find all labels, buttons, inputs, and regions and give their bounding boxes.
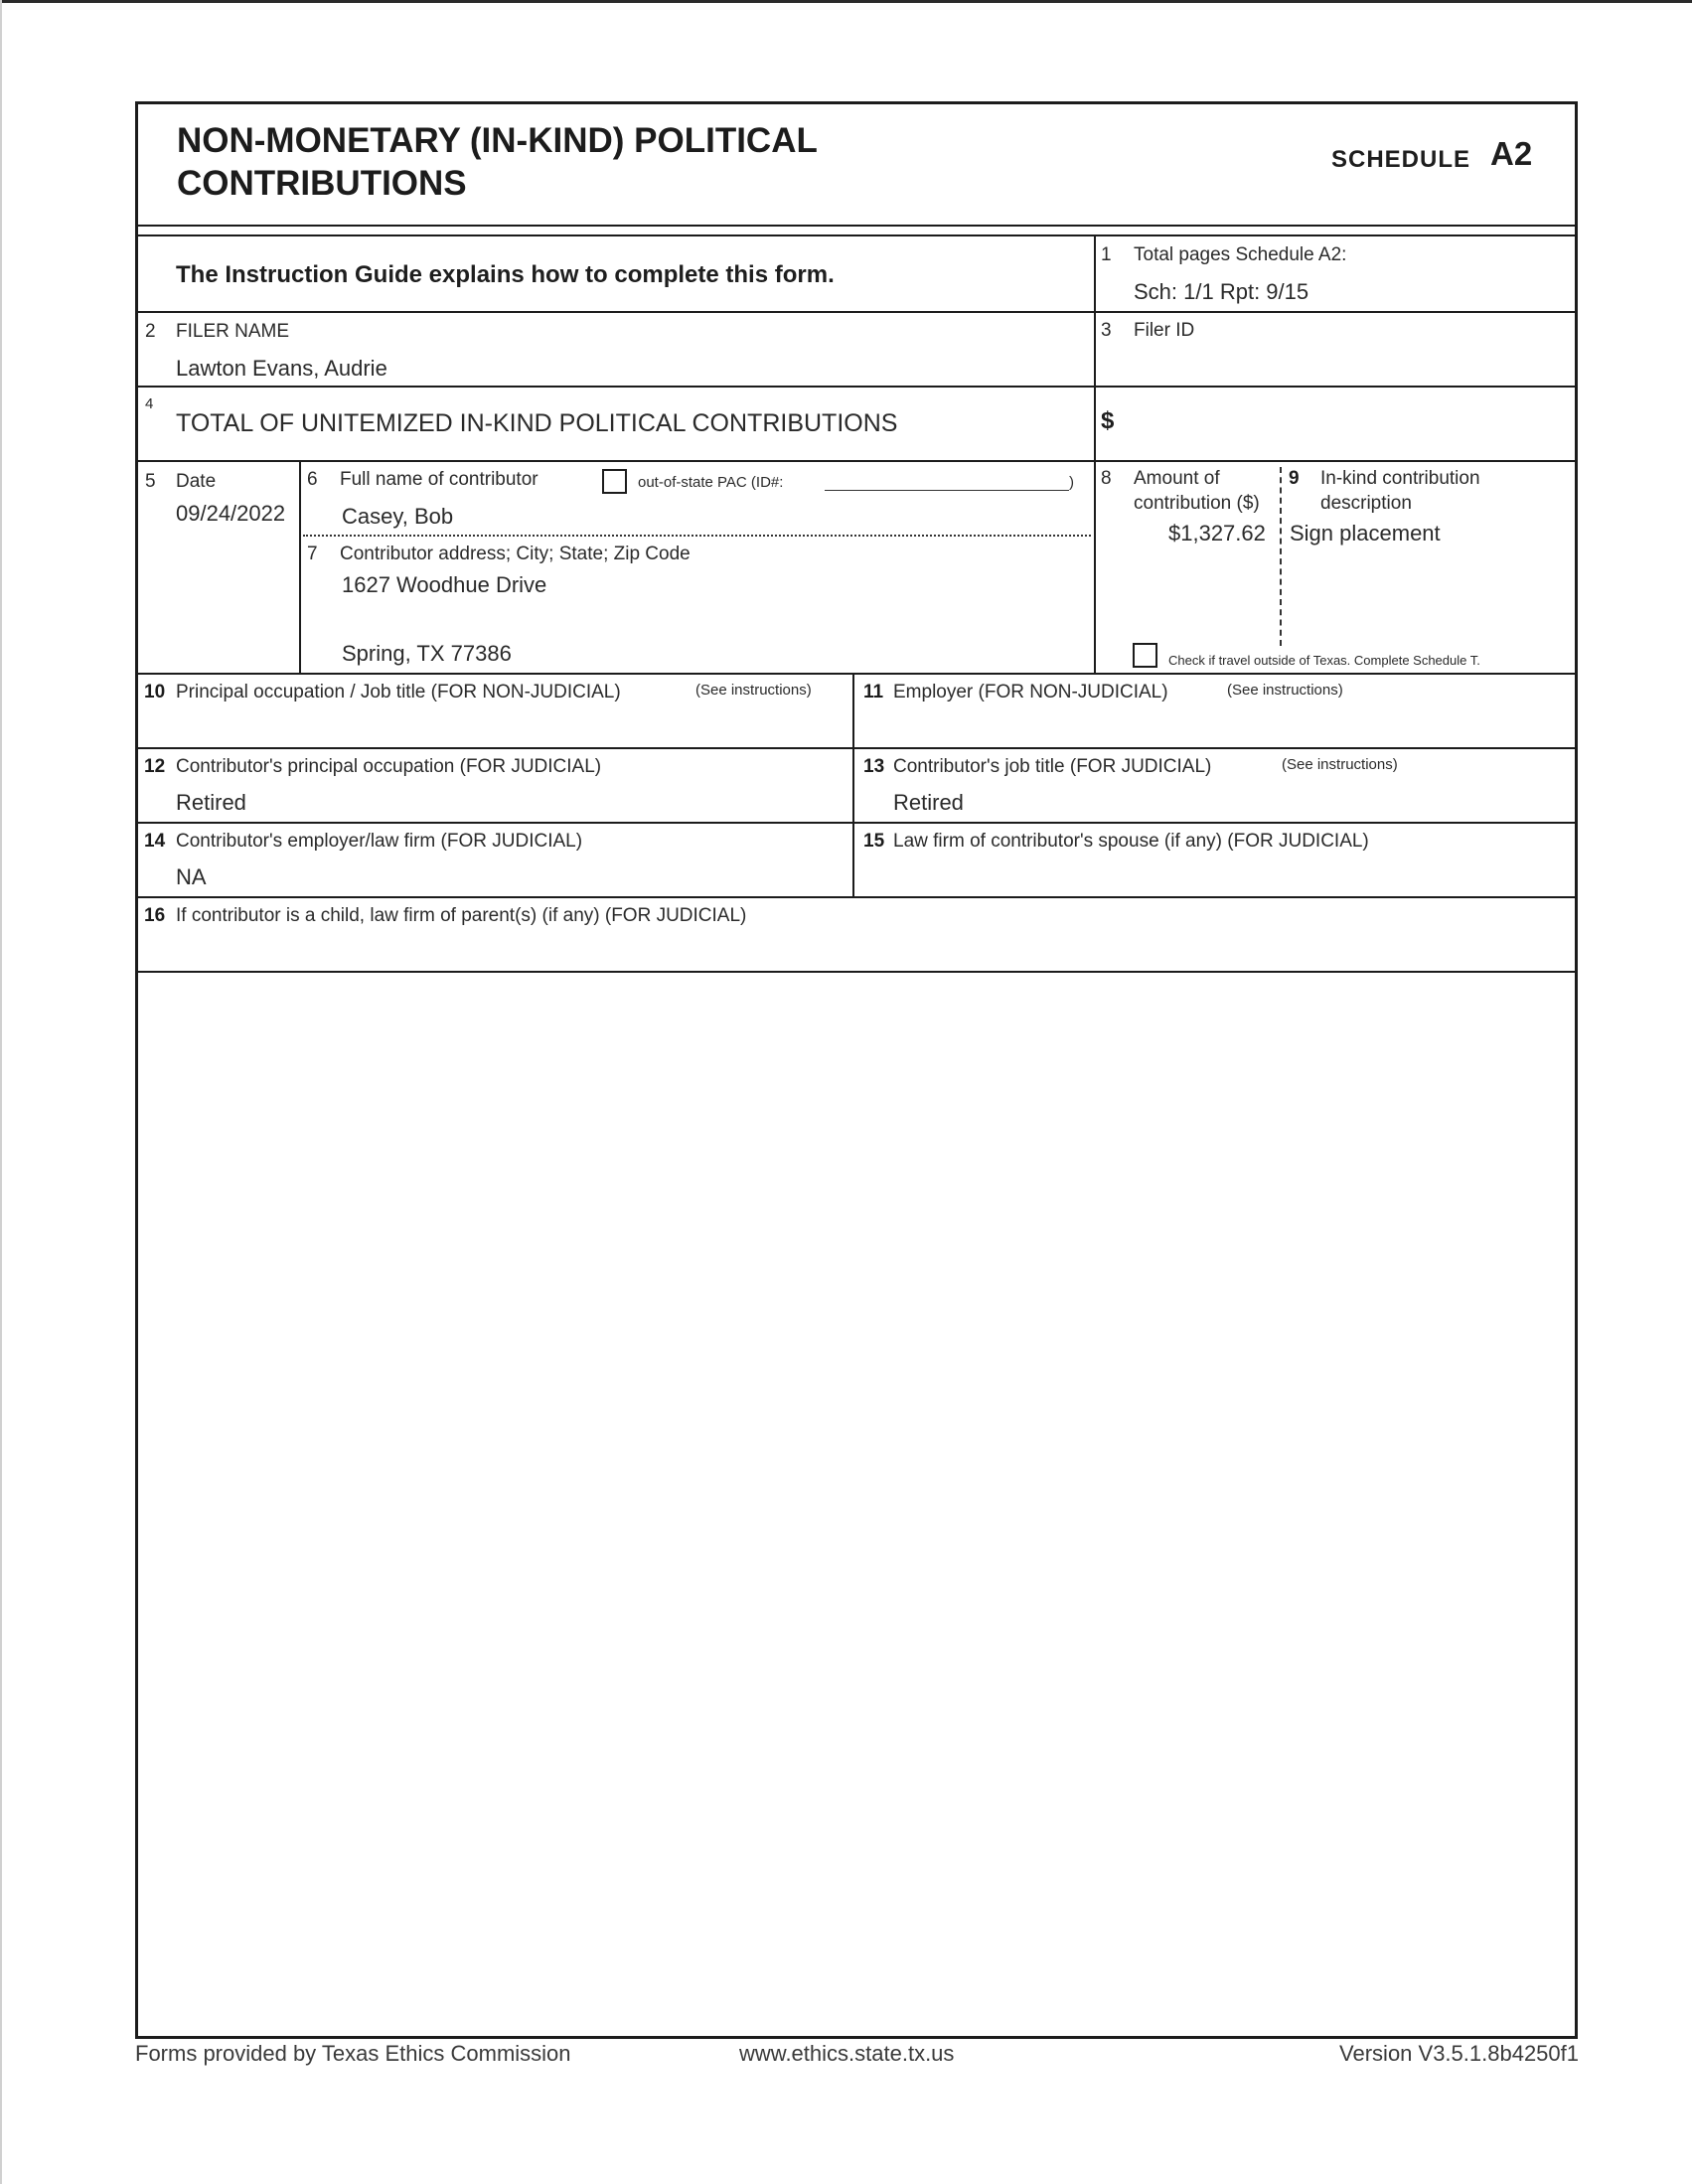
field15-label: Law firm of contributor's spouse (if any) (FOR JUDICIAL) — [893, 831, 1369, 852]
pac-id-line — [825, 490, 1069, 491]
field11-number: 11 — [863, 682, 884, 702]
address-line2-value[interactable]: Spring, TX 77386 — [342, 641, 512, 666]
field5-number: 5 — [145, 471, 156, 492]
schedule-label: SCHEDULE — [1331, 146, 1471, 173]
field9-label1: In-kind contribution — [1320, 468, 1480, 489]
field10-note: (See instructions) — [695, 682, 812, 699]
date-value[interactable]: 09/24/2022 — [176, 501, 286, 526]
field2-number: 2 — [145, 321, 156, 342]
field9-label2: description — [1320, 493, 1412, 514]
field4-number: 4 — [145, 395, 154, 412]
field3-label: Filer ID — [1134, 320, 1195, 341]
field1-label: Total pages Schedule A2: — [1134, 244, 1347, 265]
form-title — [177, 119, 818, 205]
footer-provider: Forms provided by Texas Ethics Commission — [135, 2041, 571, 2066]
amount-value[interactable]: $1,327.62 — [1168, 521, 1266, 546]
field15-number: 15 — [863, 831, 885, 852]
field8-number: 8 — [1101, 468, 1112, 489]
travel-outside-texas-checkbox[interactable] — [1133, 643, 1157, 668]
pac-label: out-of-state PAC (ID#: — [638, 474, 784, 491]
field1-number: 1 — [1101, 244, 1112, 265]
field8-label1: Amount of — [1134, 468, 1220, 489]
field5-label: Date — [176, 471, 217, 492]
row-divider — [135, 747, 1578, 749]
address-line1-value[interactable]: 1627 Woodhue Drive — [342, 572, 547, 597]
field14-label: Contributor's employer/law firm (FOR JUDICIAL) — [176, 831, 583, 852]
footer-website: www.ethics.state.tx.us — [739, 2041, 955, 2066]
field2-label: FILER NAME — [176, 321, 290, 342]
judicial-employer-value[interactable]: NA — [176, 864, 207, 889]
instruction-text: The Instruction Guide explains how to complete this form. — [176, 261, 835, 288]
row-divider — [135, 822, 1578, 824]
contributor-name-value[interactable]: Casey, Bob — [342, 504, 454, 529]
amount-description-separator — [1280, 467, 1282, 646]
header-divider — [135, 234, 1578, 236]
description-value[interactable]: Sign placement — [1290, 521, 1441, 546]
field4-currency: $ — [1101, 407, 1115, 434]
out-of-state-pac-checkbox[interactable] — [602, 469, 627, 494]
field11-label: Employer (FOR NON-JUDICIAL) — [893, 682, 1168, 702]
column-divider — [299, 460, 301, 673]
header-divider — [135, 225, 1578, 227]
field6-label: Full name of contributor — [340, 469, 538, 490]
form-title-line1: NON-MONETARY (IN-KIND) POLITICAL — [177, 121, 818, 160]
field9-number: 9 — [1289, 468, 1300, 489]
field16-number: 16 — [144, 905, 166, 926]
field12-label: Contributor's principal occupation (FOR JUDICIAL) — [176, 756, 602, 777]
footer-version: Version V3.5.1.8b4250f1 — [1339, 2041, 1579, 2066]
field7-number: 7 — [307, 544, 318, 564]
filer-name-value[interactable]: Lawton Evans, Audrie — [176, 356, 387, 381]
row-divider — [135, 460, 1578, 462]
judicial-job-title-value[interactable]: Retired — [893, 790, 964, 815]
field13-label: Contributor's job title (FOR JUDICIAL) — [893, 756, 1212, 777]
field14-number: 14 — [144, 831, 166, 852]
field7-label: Contributor address; City; State; Zip Code — [340, 544, 691, 564]
field6-number: 6 — [307, 469, 318, 490]
form-frame — [135, 101, 1578, 2039]
field16-label: If contributor is a child, law firm of parent(s) (if any) (FOR JUDICIAL) — [176, 905, 747, 926]
row-divider — [135, 896, 1578, 898]
schedule-code: A2 — [1490, 135, 1533, 172]
form-title-line2: CONTRIBUTIONS — [177, 164, 467, 203]
scan-edge — [0, 0, 2, 2184]
row-divider — [135, 386, 1578, 388]
row-divider — [135, 311, 1578, 313]
column-divider — [852, 673, 854, 896]
total-pages-value[interactable]: Sch: 1/1 Rpt: 9/15 — [1134, 279, 1309, 304]
field10-label: Principal occupation / Job title (FOR NON-JUDICIAL) — [176, 682, 621, 702]
field4-label: TOTAL OF UNITEMIZED IN-KIND POLITICAL CONTRIBUTIONS — [176, 409, 898, 437]
field13-number: 13 — [863, 756, 885, 777]
field12-number: 12 — [144, 756, 166, 777]
row-divider — [135, 971, 1578, 973]
field10-number: 10 — [144, 682, 166, 702]
judicial-occupation-value[interactable]: Retired — [176, 790, 246, 815]
field11-note: (See instructions) — [1227, 682, 1343, 699]
field8-label2: contribution ($) — [1134, 493, 1260, 514]
pac-close: ) — [1069, 474, 1074, 491]
field13-note: (See instructions) — [1282, 756, 1398, 773]
field3-number: 3 — [1101, 320, 1112, 341]
row-divider — [135, 673, 1578, 675]
travel-check-label: Check if travel outside of Texas. Complete Schedule T. — [1168, 653, 1480, 668]
name-address-separator — [303, 535, 1091, 537]
column-divider — [1094, 234, 1096, 673]
scan-edge — [0, 0, 1692, 3]
